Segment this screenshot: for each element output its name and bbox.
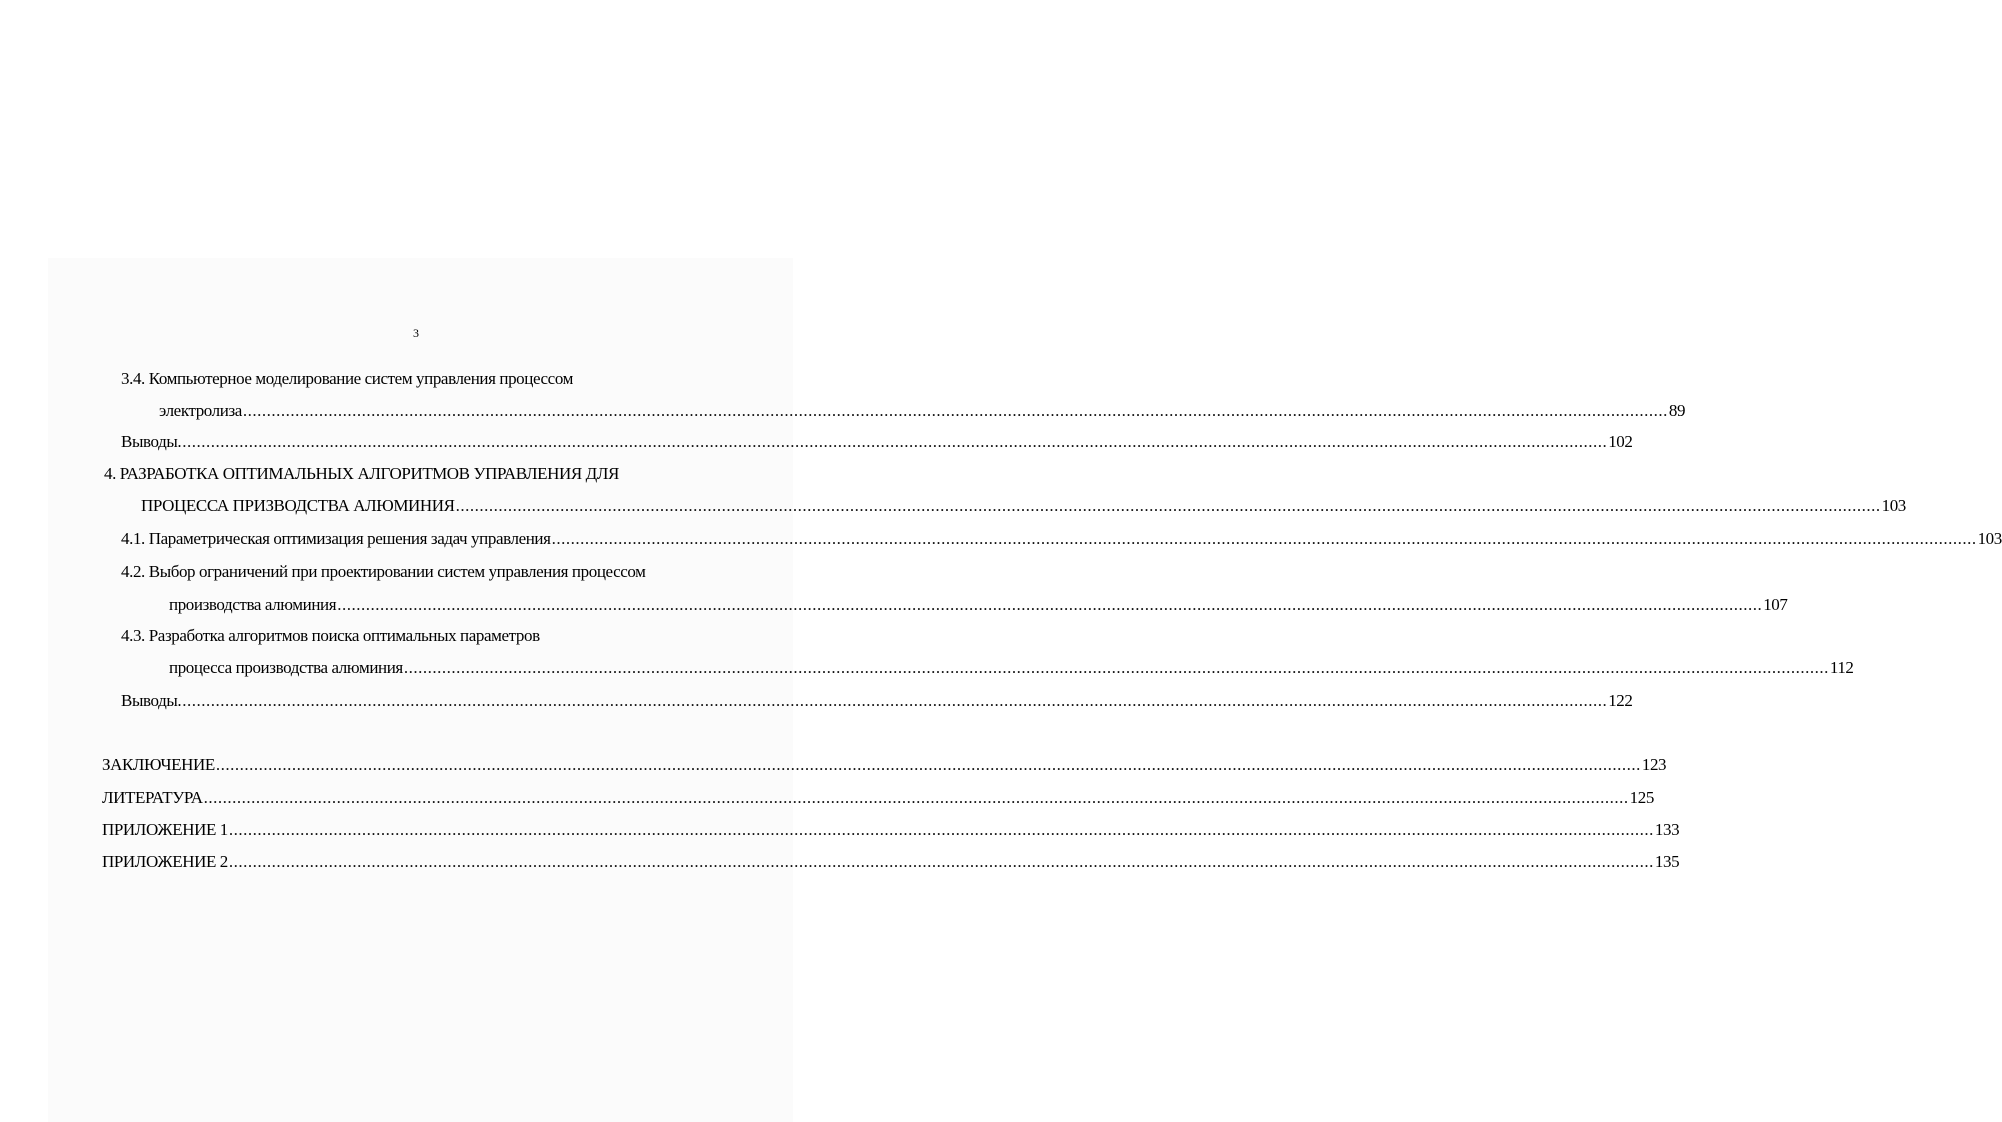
- toc-entry-conclusion[interactable]: [102, 755, 1667, 775]
- toc-page-number: 112: [1829, 658, 1854, 677]
- toc-entry-text: 4.2. Выбор ограничений при проектировании систем управления процессом: [121, 562, 646, 581]
- toc-entry-text: процесса производства алюминия: [169, 658, 403, 677]
- toc-page-number: 123: [1641, 755, 1667, 774]
- toc-leader-dots: ............................................................................................................................................................................................................................................................................................................: [228, 820, 1654, 839]
- toc-entry-text: электролиза: [159, 401, 242, 420]
- toc-page-number: 107: [1763, 595, 1788, 614]
- toc-entry-text: ПРИЛОЖЕНИЕ 2: [102, 852, 228, 871]
- toc-page-number: 122: [1608, 691, 1633, 710]
- toc-leader-dots: ............................................................................................................................................................................................................................................................................................................: [337, 595, 1763, 614]
- toc-entry-conclusions-3[interactable]: [121, 432, 1633, 452]
- toc-page-number: 135: [1654, 852, 1680, 871]
- toc-entry-4-2[interactable]: [121, 562, 646, 582]
- page-number: 3: [413, 326, 420, 340]
- toc-page-number: 102: [1608, 432, 1633, 451]
- toc-entry-4-1[interactable]: [121, 529, 2002, 549]
- toc-entry-text: 3.4. Компьютерное моделирование систем управления процессом: [121, 369, 573, 388]
- toc-entry-text: производства алюминия: [169, 595, 337, 614]
- toc-leader-dots: ............................................................................................................................................................................................................................................................................................................: [182, 691, 1608, 710]
- toc-entry-chapter-4[interactable]: [104, 464, 619, 484]
- toc-entry-text: Выводы.: [121, 432, 182, 451]
- toc-page-number: 103: [1881, 496, 1906, 515]
- toc-leader-dots: ............................................................................................................................................................................................................................................................................................................: [242, 401, 1668, 420]
- toc-leader-dots: ............................................................................................................................................................................................................................................................................................................: [215, 755, 1641, 774]
- toc-leader-dots: ............................................................................................................................................................................................................................................................................................................: [203, 788, 1629, 807]
- toc-leader-dots: ............................................................................................................................................................................................................................................................................................................: [455, 496, 1881, 515]
- toc-entry-text: ПРИЛОЖЕНИЕ 1: [102, 820, 228, 839]
- toc-entry-appendix-2[interactable]: [102, 852, 1680, 872]
- toc-entry-chapter-4-cont[interactable]: [141, 496, 1906, 516]
- toc-entry-literature[interactable]: [102, 788, 1654, 808]
- toc-entry-text: ПРОЦЕССА ПРИЗВОДСТВА АЛЮМИНИЯ: [141, 496, 455, 515]
- toc-leader-dots: ............................................................................................................................................................................................................................................................................................................: [182, 432, 1608, 451]
- toc-entry-text: 4.1. Параметрическая оптимизация решения задач управления: [121, 529, 551, 548]
- toc-leader-dots: ............................................................................................................................................................................................................................................................................................................: [228, 852, 1654, 871]
- toc-leader-dots: ............................................................................................................................................................................................................................................................................................................: [551, 529, 1977, 548]
- toc-page-number: 103: [1977, 529, 2002, 548]
- toc-page-number: 125: [1629, 788, 1654, 807]
- toc-page-number: 133: [1654, 820, 1680, 839]
- toc-entry-text: ЛИТЕРАТУРА: [102, 788, 203, 807]
- toc-entry-3-4[interactable]: [121, 369, 573, 389]
- toc-leader-dots: ............................................................................................................................................................................................................................................................................................................: [403, 658, 1829, 677]
- toc-entry-3-4-cont[interactable]: [159, 401, 1686, 421]
- toc-entry-text: ЗАКЛЮЧЕНИЕ: [102, 755, 215, 774]
- toc-entry-text: Выводы.: [121, 691, 182, 710]
- toc-entry-text: 4. РАЗРАБОТКА ОПТИМАЛЬНЫХ АЛГОРИТМОВ УПРАВЛЕНИЯ ДЛЯ: [104, 464, 619, 483]
- toc-entry-4-2-cont[interactable]: [169, 595, 1788, 615]
- toc-entry-4-3[interactable]: [121, 626, 540, 646]
- toc-page-number: 89: [1668, 401, 1686, 420]
- toc-entry-4-3-cont[interactable]: [169, 658, 1854, 678]
- toc-entry-appendix-1[interactable]: [102, 820, 1680, 840]
- toc-entry-conclusions-4[interactable]: [121, 691, 1633, 711]
- toc-entry-text: 4.3. Разработка алгоритмов поиска оптимальных параметров: [121, 626, 540, 645]
